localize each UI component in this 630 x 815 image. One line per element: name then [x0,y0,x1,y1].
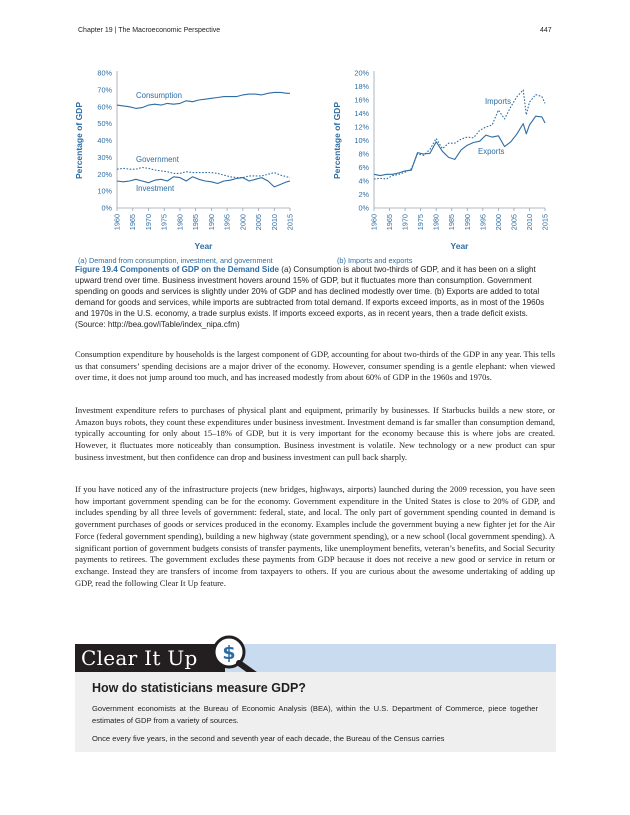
series-line-exports [374,116,545,175]
y-tick-label: 14% [354,109,369,118]
series-line-imports [374,90,545,179]
series-label-investment: Investment [136,184,175,193]
x-tick-label: 2000 [493,214,503,231]
y-tick-label: 30% [97,152,112,162]
x-tick-label: 1970 [143,214,153,231]
x-tick-label: 1980 [431,214,441,231]
y-tick-label: 10% [354,136,369,145]
panel-label: (a) Demand from consumption, investment, and government [78,256,273,265]
x-tick-label: 1985 [191,214,201,231]
x-axis-title: Year [450,241,469,251]
figure-charts [0,0,630,270]
y-tick-label: 16% [354,95,369,105]
x-tick-label: 1970 [400,214,410,231]
x-tick-label: 1960 [369,214,379,231]
y-tick-label: 20% [354,68,369,78]
series-line-government [117,168,290,178]
y-tick-label: 40% [97,136,112,145]
x-tick-label: 1990 [206,214,216,231]
y-tick-label: 2% [358,190,369,199]
x-tick-label: 1975 [159,214,169,231]
x-tick-label: 1980 [175,214,185,231]
x-tick-label: 2005 [254,214,264,231]
paragraph-government: If you have noticed any of the infrastructure projects (new bridges, highways, airports) launched during the 2009 recession, you have seen how important government spending can be for the economy. Government expenditure in the United States is close to 20% of GDP, and includes spending by all three levels of government: federal, state, and local. The only part of government spending counted in demand is government purchases of goods or services produced in the economy. Examples include the government buying a new fighter jet for the Air Force (federal government spending), building a new highway (state government spending), or a new school (local government spending). A significant portion of government budgets consists of transfer payments, like unemployment benefits, veteran’s benefits, and Social Security payments to retirees. The government excludes these payments from GDP because it does not receive a new good or service in return or exchange. Instead they are transfers of income from taxpayers to others. If you are curious about the awesome undertaking of adding up GDP, read the following Clear It Up feature. [75,484,555,588]
x-tick-label: 1965 [385,214,395,231]
y-tick-label: 6% [358,163,369,172]
x-tick-label: 1965 [128,214,138,231]
x-tick-label: 2010 [269,214,279,231]
panel-label: (b) Imports and exports [337,256,413,265]
y-tick-label: 10% [97,186,112,196]
x-tick-label: 1975 [416,214,426,231]
y-tick-label: 4% [358,176,369,186]
chart-b-imports-exports [332,69,550,266]
page-number: 447 [540,27,552,34]
x-tick-label: 1960 [112,214,122,231]
x-tick-label: 1990 [462,214,472,231]
running-header-chapter: Chapter 19 | The Macroeconomic Perspective [78,27,221,34]
dollar-sign-glyph: $ [222,642,236,664]
x-tick-label: 1995 [222,214,232,231]
figure-caption-label: Figure 19.4 Components of GDP on the Demand Side [75,265,280,274]
y-axis-title: Percentage of GDP [74,102,84,179]
figure-caption [75,264,555,330]
figure-caption-text: (a) Consumption is about two-thirds of GDP, and it has been on a slight upward trend over time. Business investment hovers around 15% of GDP, but it fluctuates more than consumption. Government spending on goods and services is slightly under 20% of GDP and has declined modestly over time. (b) Exports are added to total demand for goods and services, while imports are subtracted from total demand. If exports exceed imports, as in most of the 1960s and 1970s in the U.S. economy, a trade surplus exists. If imports exceed exports, as in recent years, then a trade deficit exists. (Source: http://bea.gov/iTable/index_nipa.cfm) [75,265,545,329]
y-tick-label: 8% [358,149,369,159]
x-tick-label: 2005 [509,214,519,231]
y-tick-label: 0% [358,203,369,213]
y-tick-label: 70% [97,85,112,95]
y-tick-label: 60% [97,102,112,112]
feature-title: Clear It Up [81,646,198,670]
y-axis-title: Percentage of GDP [332,102,342,179]
x-tick-label: 2010 [524,214,534,231]
x-tick-label: 2000 [238,214,248,231]
y-tick-label: 50% [97,119,112,129]
y-tick-label: 18% [354,82,369,91]
paragraph-investment: Investment expenditure refers to purchases of physical plant and equipment, primarily by businesses. If Starbucks builds a new store, or Amazon buys robots, they count these expenditures under business investment. Investment demand is far smaller than consumption demand, typically accounting for only about 15–18% of GDP, but it is very important for the economy because this is where jobs are created. However, it fluctuates more noticeably than consumption. Business investment is volatile. New technology or a new product can spur business investment, but then confidence can drop and business investment can pull back sharply. [75,405,555,462]
y-tick-label: 12% [354,122,369,132]
clear-it-up-feature [75,632,556,752]
feature-heading: How do statisticians measure GDP? [92,681,306,695]
series-label-consumption: Consumption [136,91,182,100]
paragraph-consumption: Consumption expenditure by households is the largest component of GDP, accounting for about two-thirds of the GDP in any year. This tells us that consumers’ spending decisions are a major driver of the economy. However, consumer spending is a gentle elephant: when viewed over time, it does not jump around too much, and has increased modestly from about 60% of GDP in the 1960s and 1970s. [75,349,555,383]
x-axis-title: Year [194,241,213,251]
x-tick-label: 1995 [478,214,488,231]
series-label-imports: Imports [485,97,511,106]
x-tick-label: 2015 [540,214,550,231]
series-label-government: Government [136,155,179,164]
y-tick-label: 0% [101,203,112,213]
feature-paragraph: Once every five years, in the second and seventh year of each decade, the Bureau of the Census carries [92,734,445,743]
x-tick-label: 1985 [447,214,457,231]
feature-paragraph: Government economists at the Bureau of Economic Analysis (BEA), within the U.S. Department of Commerce, piece together estimates of GDP from a variety of sources. [92,704,538,725]
y-tick-label: 80% [97,68,112,78]
y-tick-label: 20% [97,169,112,179]
x-tick-label: 2015 [285,214,295,231]
series-label-exports: Exports [478,147,505,156]
chart-a-demand-components [74,69,295,266]
